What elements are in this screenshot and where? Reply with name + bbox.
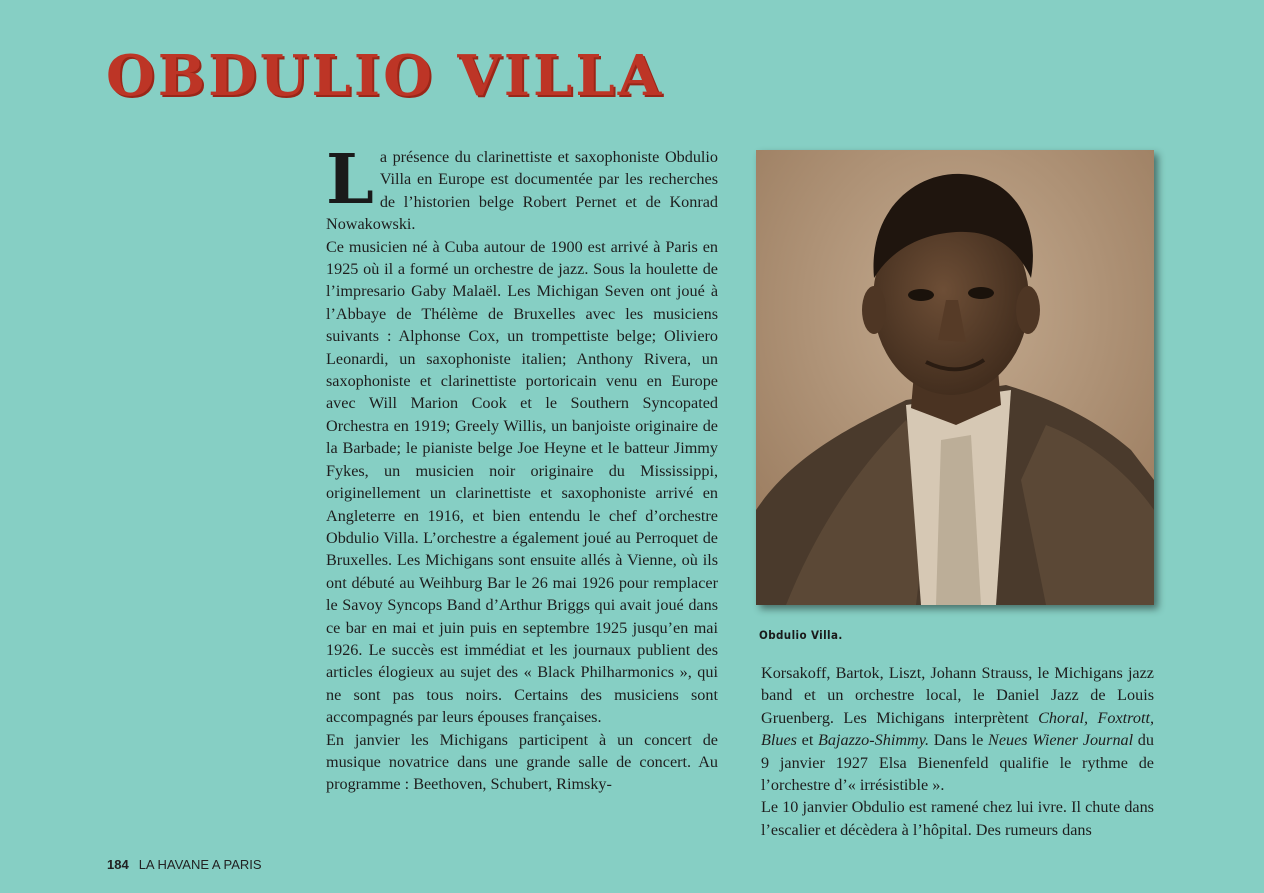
- article-title: OBDULIO VILLA: [106, 43, 665, 109]
- page-footer: [107, 857, 262, 872]
- page-number: 184: [107, 857, 129, 872]
- article-column-left: [326, 140, 718, 796]
- running-title: LA HAVANE A PARIS: [138, 857, 262, 872]
- photo-caption: Obdulio Villa.: [759, 628, 843, 642]
- paragraph: Le 10 janvier Obdulio est ramené chez lui ivre. Il chute dans l’escalier et décèdera à l’hôpital. Des rumeurs dans: [761, 798, 1154, 839]
- paragraph-text: a présence du clarinettiste et saxophoniste Obdulio Villa en Europe est documentée par les recherches de l’historien belge Robert Pernet et de Konrad Nowakowski.: [326, 148, 718, 234]
- portrait-photo: [756, 150, 1154, 605]
- article-column-right: [761, 662, 1154, 841]
- paragraph: Korsakoff, Bartok, Liszt, Johann Strauss, le Michigans jazz band et un orchestre local, le Daniel Jazz de Louis Gruenberg. Les Michigans interprètent Choral, Foxtrott, Blues et Bajazzo-Shimmy. Dans le Neues Wiener Journal du 9 janvier 1927 Elsa Bienenfeld qualifie le rythme de l’orchestre d’« irrésistible ».: [761, 664, 1155, 795]
- paragraph: [326, 140, 718, 236]
- portrait-image: [756, 150, 1154, 605]
- drop-cap: L: [326, 140, 374, 220]
- paragraph: Ce musicien né à Cuba autour de 1900 est arrivé à Paris en 1925 où il a formé un orchestre de jazz. Sous la houlette de l’impresario Gaby Malaël. Les Michigan Seven ont joué à l’Abbaye de Thélème de Bruxelles avec les musiciens suivants : Alphonse Cox, un trompettiste belge; Oliviero Leonardi, un saxophoniste italien; Anthony Rivera, un saxophoniste et clarinettiste portoricain venu en Europe avec Will Marion Cook et le Southern Syncopated Orchestra en 1919; Greely Willis, un banjoiste originaire de la Barbade; le pianiste belge Joe Heyne et le batteur Jimmy Fykes, un musicien noir originaire du Mississippi, originellement un clarinettiste et saxophoniste arrivé en Angleterre en 1916, et bien entendu le chef d’orchestre Obdulio Villa. L’orchestre a également joué au Perroquet de Bruxelles. Les Michigans sont ensuite allés à Vienne, où ils ont débuté au Weihburg Bar le 26 mai 1926 pour remplacer le Savoy Syncops Band d’Arthur Briggs qui avait joué dans ce bar en mai et juin puis en septembre 1925 jusqu’en mai 1926. Le succès est immédiat et les journaux publient des articles élogieux au sujet des « Black Philharmonics », qui ne sont pas tous noirs. Certains des musiciens sont accompagnés par leurs épouses françaises.: [326, 237, 718, 727]
- paragraph: En janvier les Michigans participent à un concert de musique novatrice dans une grande salle de concert. Au programme : Beethoven, Schubert, Rimsky-: [326, 730, 718, 794]
